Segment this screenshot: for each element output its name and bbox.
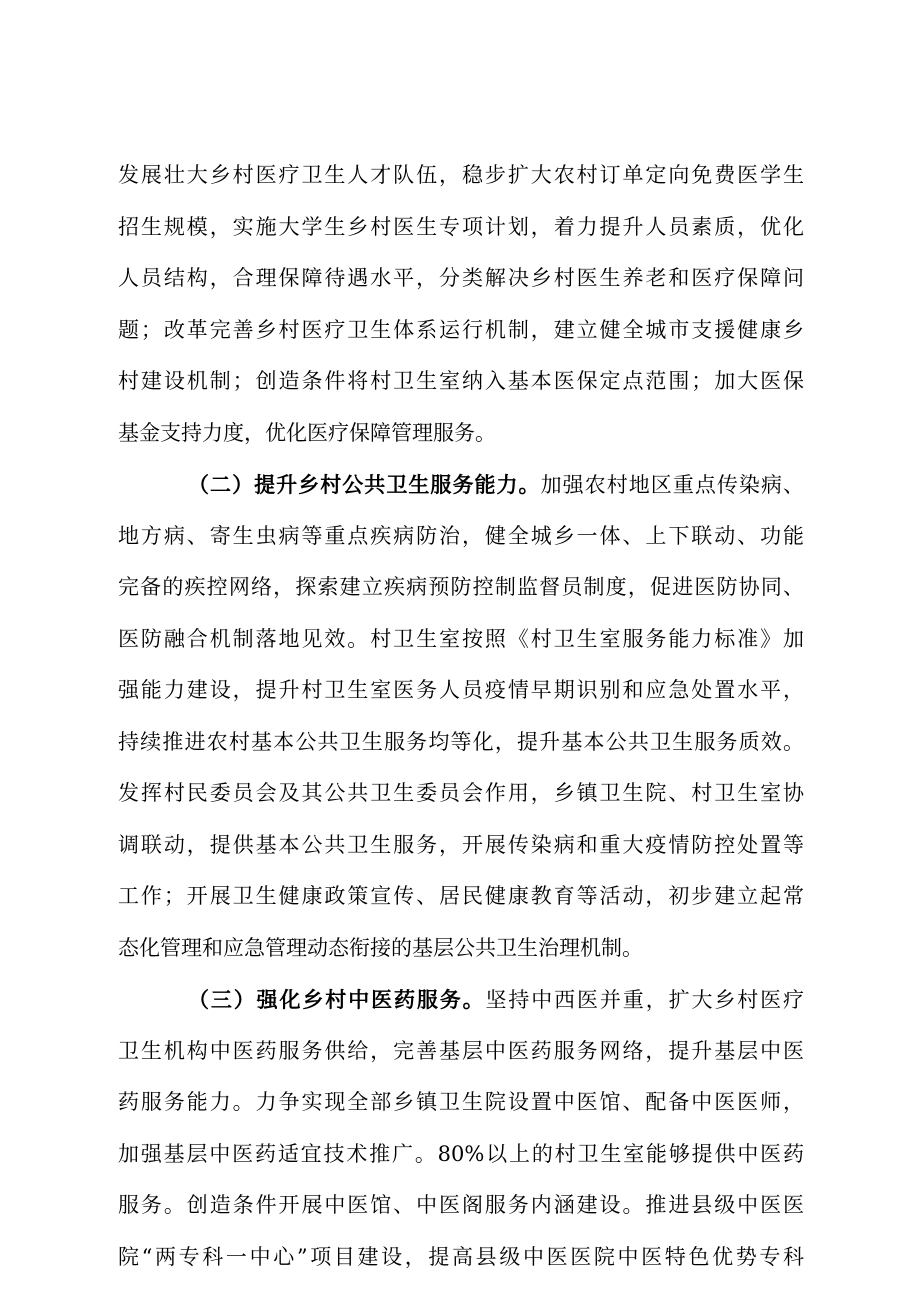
text-line: 服务。创造条件开展中医馆、中医阁服务内涵建设。推进县级中医医 (118, 1193, 804, 1217)
text-line: 调联动，提供基本公共卫生服务，开展传染病和重大疫情防控处置等 (118, 832, 804, 857)
text-line: 持续推进农村基本公共卫生服务均等化，提升基本公共卫生服务质效。 (118, 729, 804, 754)
text-line: 招生规模，实施大学生乡村医生专项计划，着力提升人员素质，优化 (118, 214, 804, 239)
text-line: 发挥村民委员会及其公共卫生委员会作用，乡镇卫生院、村卫生室协 (118, 781, 804, 805)
paragraph-talent (118, 150, 804, 459)
paragraph-public-health (118, 459, 804, 974)
text-line (118, 974, 804, 1026)
text-line: 题；改革完善乡村医疗卫生体系运行机制，建立健全城市支援健康乡 (118, 317, 804, 342)
text-line: 加强基层中医药适宜技术推广。80%以上的村卫生室能够提供中医药 (118, 1141, 804, 1166)
body-text (118, 150, 804, 1283)
section-heading: （三）强化乡村中医药服务。 (188, 987, 486, 1012)
text-line: 卫生机构中医药服务供给，完善基层中医药服务网络，提升基层中医 (118, 1038, 804, 1063)
text-line: 人员结构，合理保障待遇水平，分类解决乡村医生养老和医疗保障问 (118, 266, 804, 290)
text-line (118, 459, 804, 511)
text-line: 基金支持力度，优化医疗保障管理服务。 (118, 420, 496, 445)
text-line: 地方病、寄生虫病等重点疾病防治，健全城乡一体、上下联动、功能 (118, 523, 804, 548)
text-line: 村建设机制；创造条件将村卫生室纳入基本医保定点范围；加大医保 (118, 369, 804, 393)
text-line: 院“两专科一中心”项目建设，提高县级中医医院中医特色优势专科 (118, 1244, 804, 1269)
text-line: 发展壮大乡村医疗卫生人才队伍，稳步扩大农村订单定向免费医学生 (118, 163, 804, 187)
text-line: 完备的疾控网络，探索建立疾病预防控制监督员制度，促进医防协同、 (118, 575, 804, 599)
text-run: 加强农村地区重点传染病、 (540, 473, 804, 497)
text-run: 坚持中西医并重，扩大乡村医疗 (485, 988, 804, 1012)
paragraph-tcm (118, 974, 804, 1283)
text-line: 强能力建设，提升村卫生室医务人员疫情早期识别和应急处置水平， (118, 678, 804, 702)
text-line: 工作；开展卫生健康政策宣传、居民健康教育等活动，初步建立起常 (118, 884, 804, 908)
section-heading: （二）提升乡村公共卫生服务能力。 (188, 472, 541, 497)
text-line: 医防融合机制落地见效。村卫生室按照《村卫生室服务能力标准》加 (118, 626, 804, 651)
text-line: 态化管理和应急管理动态衔接的基层公共卫生治理机制。 (118, 935, 643, 960)
text-line: 药服务能力。力争实现全部乡镇卫生院设置中医馆、配备中医医师， (118, 1090, 804, 1114)
